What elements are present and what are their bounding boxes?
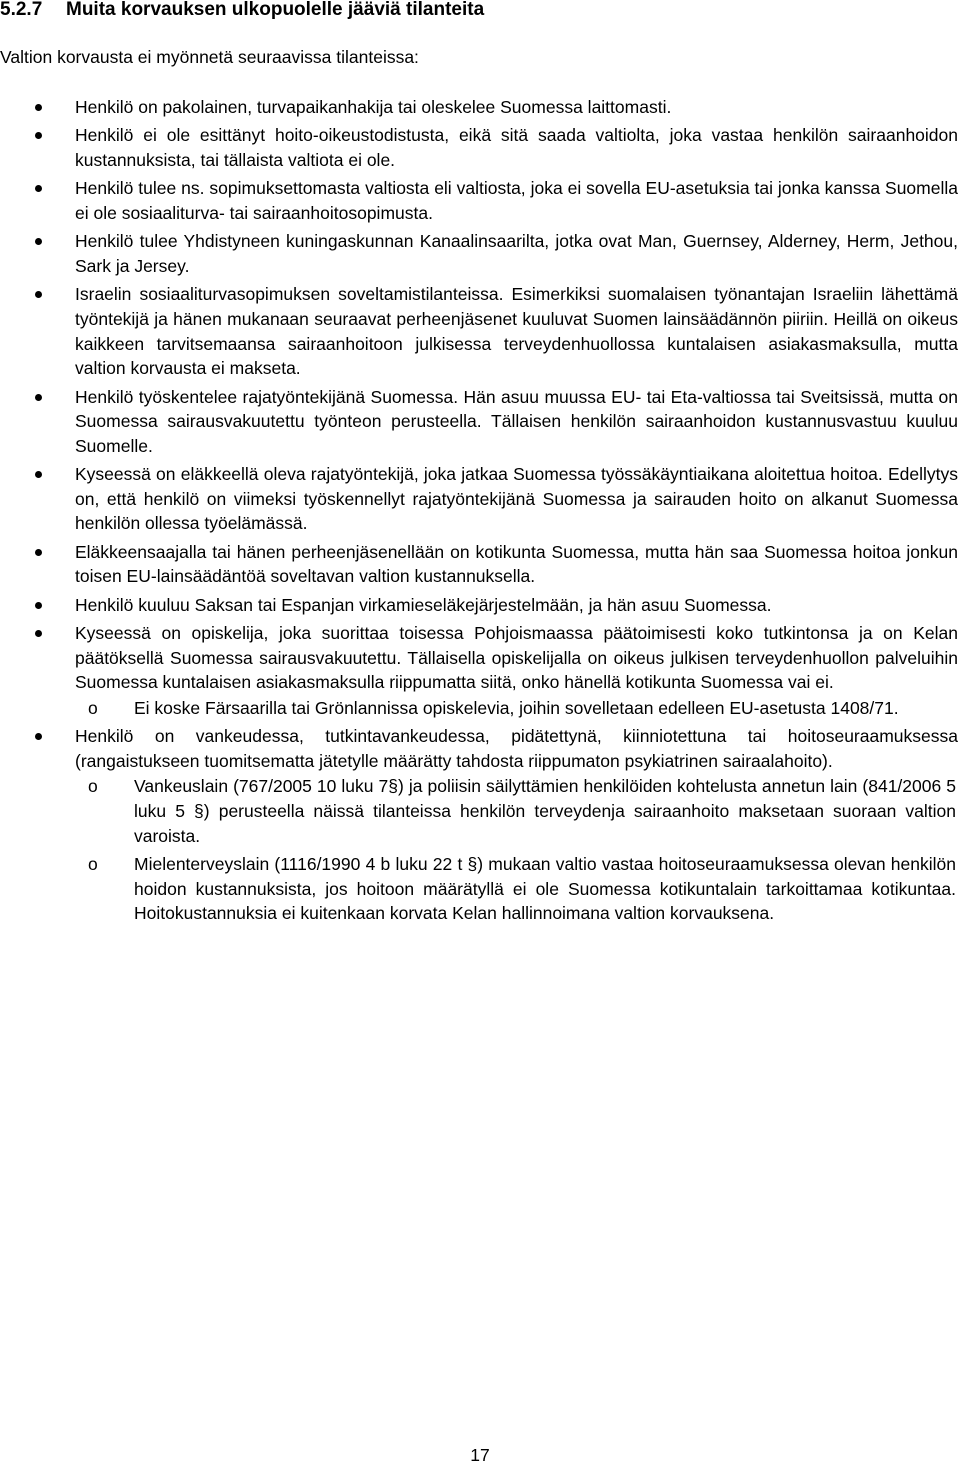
bullet-icon [35,630,42,637]
sub-list-item-text: Mielenterveyslain (1116/1990 4 b luku 22 t §) mukaan valtio vastaa hoitoseuraamuksessa olevan henkilön hoidon kustannuksista, jos hoitoon määrätyllä ei ole Suomessa kotikuntalain tarkoittamaa kotikuntaa. Hoitokustannuksia ei kuitenkaan korvata Kelan hallinnoimana valtion korvauksena. [134,853,956,924]
list-item [0,229,960,278]
bullet-icon [35,132,42,139]
bullet-icon [35,104,42,111]
list-item-text: Henkilö tulee ns. sopimuksettomasta valtiosta eli valtiosta, joka ei sovella EU-asetuksia tai jonka kanssa Suomella ei ole sosiaaliturva- tai sairaanhoitosopimusta. [75,178,958,223]
list-item [0,176,960,225]
list-item-text: Henkilö on vankeudessa, tutkintavankeudessa, pidätettynä, kiinniotettuna tai hoitoseuraamuksessa (rangaistukseen tuomitsematta jätetylle määrätty tahdosta riippumaton psykiatrinen sairaalahoito). [75,726,958,771]
list-item-text: Kyseessä on opiskelija, joka suorittaa toisessa Pohjoismaassa päätoimisesti koko tutkintonsa ja on Kelan päätöksellä Suomessa sairausvakuutettu. Tällaisella opiskelijalla on oikeus julkisen terveydenhuollon palveluihin Suomessa kuntalaisen asiakasmaksulla riippumatta siitä, onko hänellä kotikunta Suomessa vai ei. [75,623,958,693]
list-item-text: Eläkkeensaajalla tai hänen perheenjäsenellään on kotikunta Suomessa, mutta hän saa Suomessa hoitoa jonkun toisen EU-lainsäädäntöä soveltavan valtion kustannuksella. [75,541,958,587]
section-heading [0,0,484,22]
bullet-icon [35,394,42,401]
bullet-icon [35,471,42,478]
page-footer [0,1443,960,1467]
bullet-icon [35,549,42,556]
list-item [0,724,960,926]
page-number: 17 [470,1445,490,1465]
sub-list-item-text: Vankeuslain (767/2005 10 luku 7§) ja poliisin säilyttämien henkilöiden kohtelusta annetun lain (841/2006 5 luku 5 §) perusteella näissä tilanteissa henkilön terveydenja sairaanhoito maksetaan suoraan valtion varoista. [134,776,956,846]
section-title: Muita korvauksen ulkopuolelle jääviä tilanteita [66,0,485,20]
list-item [0,95,960,120]
list-item [0,462,960,536]
list-item-text: Kyseessä on eläkkeellä oleva rajatyöntekijä, joka jatkaa Suomessa työssäkäyntiaikana aloitettua hoitoa. Edellytys on, että henkilö on viimeksi työskennellyt rajatyöntekijänä Suomessa ja sairauden hoito on alkanut Suomessa henkilön ollessa työelämässä. [75,464,958,534]
list-item [0,621,960,720]
sub-list [0,774,958,925]
sub-bullet-marker: o [88,853,98,874]
sub-list [0,696,958,721]
list-item-text: Henkilö on pakolainen, turvapaikanhakija tai oleskelee Suomessa laittomasti. [75,97,672,117]
bullet-icon [35,238,42,245]
section-number: 5.2.7 [0,0,43,20]
bullet-icon [35,733,42,740]
bullet-icon [35,602,42,609]
list-item-text: Henkilö tulee Yhdistyneen kuningaskunnan Kanaalinsaarilta, jotka ovat Man, Guernsey, Alderney, Herm, Jethou, Sark ja Jersey. [75,231,958,276]
list-item-text: Israelin sosiaaliturvasopimuksen soveltamistilanteissa. Esimerkiksi suomalaisen työnantajan Israeliin lähettämä työntekijä ja hänen mukanaan seuraavat perheenjäsenet kuuluvat Suomen lainsäädännön piiriin. Heillä on oikeus kaikkeen tarvitsemaansa sairaanhoitoon julkisessa terveydenhuollossa kuntalaisen asiakasmaksulla, mutta valtion korvausta ei makseta. [75,284,958,379]
sub-list-item [0,774,958,848]
list-item [0,282,960,380]
intro-paragraph: Valtion korvausta ei myönnetä seuraavissa tilanteissa: [0,47,419,67]
list-item-text: Henkilö kuuluu Saksan tai Espanjan virkamieseläkejärjestelmään, ja hän asuu Suomessa. [75,594,772,615]
bullet-list [0,95,960,930]
list-item-text: Henkilö ei ole esittänyt hoito-oikeustodistusta, eikä sitä saada valtiolta, joka vastaa henkilön sairaanhoidon kustannuksista, tai tällaista valtiota ei ole. [75,125,958,170]
list-item [0,385,960,459]
list-item [0,593,960,618]
sub-list-item [0,852,958,926]
list-item-text: Henkilö työskentelee rajatyöntekijänä Suomessa. Hän asuu muussa EU- tai Eta-valtiossa tai Sveitsissä, mutta on Suomessa sairausvakuutettu työnteon perusteella. Tällaisen henkilön sairaanhoidon kustannusvastuu kuuluu Suomelle. [75,386,958,456]
list-item [0,540,960,589]
bullet-icon [35,291,42,298]
sub-bullet-marker: o [88,776,98,797]
sub-list-item [0,696,958,721]
bullet-icon [35,185,42,192]
sub-list-item-text: Ei koske Färsaarilla tai Grönlannissa opiskelevia, joihin sovelletaan edelleen EU-asetusta 1408/71. [134,697,899,718]
list-item [0,123,960,172]
sub-bullet-marker: o [88,697,98,718]
